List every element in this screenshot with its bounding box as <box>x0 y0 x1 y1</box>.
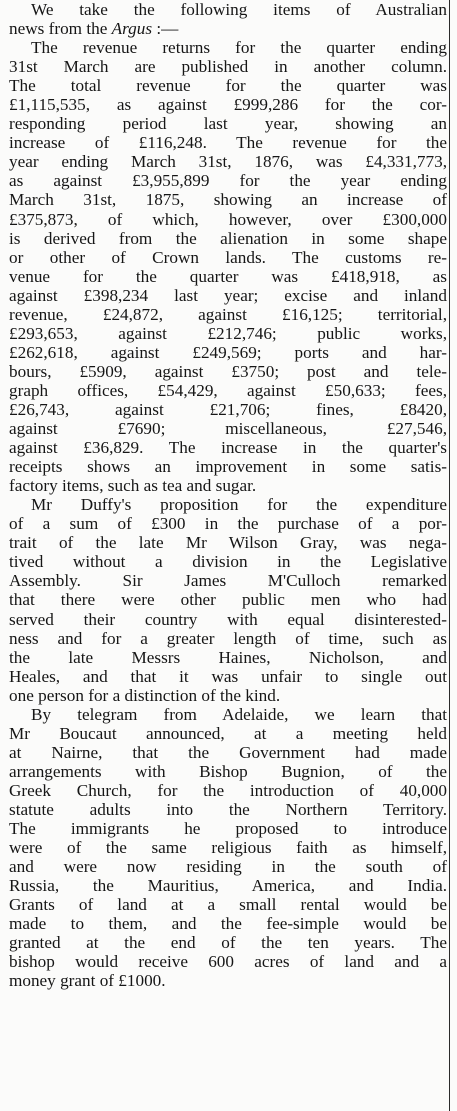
text-line: factory items, such as tea and sugar. <box>9 476 257 496</box>
text-line: Greek Church, for the introduction of 40,000 <box>9 780 447 800</box>
text-line: and were now residing in the south of <box>9 857 447 877</box>
text-line: Heales, and that it was unfair to single out <box>9 666 447 686</box>
text-line: Mr Boucaut announced, at a meeting held <box>9 723 447 743</box>
text-line: that there were other public men who had <box>9 590 447 610</box>
text-line: money grant of £1000. <box>9 971 166 991</box>
article-paragraph <box>9 0 447 38</box>
text-line: at Nairne, that the Government had made <box>9 742 447 762</box>
text-line: granted at the end of the ten years. The <box>9 933 447 953</box>
text-line: against £7690; miscellaneous, £27,546, <box>9 419 447 439</box>
text-line: March 31st, 1875, showing an increase of <box>9 190 447 210</box>
text-line: By telegram from Adelaide, we learn that <box>31 704 447 724</box>
column-rule <box>449 0 450 1111</box>
text-line: The immigrants he proposed to introduce <box>9 819 447 839</box>
text-line: £293,653, against £212,746; public works, <box>9 323 447 343</box>
text-line: news from the Argus :— <box>9 19 179 39</box>
text-line: one person for a distinction of the kind. <box>9 685 281 705</box>
text-line: £1,115,535, as against £999,286 for the cor- <box>9 95 447 115</box>
text-line: were of the same religious faith as himself, <box>9 838 447 858</box>
newspaper-title: Argus <box>111 19 153 39</box>
text-line: statute adults into the Northern Territory. <box>9 799 447 819</box>
text-line: Mr Duffy's proposition for the expenditure <box>31 495 447 515</box>
text-line: Grants of land at a small rental would be <box>9 895 447 915</box>
text-line: £262,618, against £249,569; ports and har- <box>9 342 447 362</box>
text-line: We take the following items of Australian <box>31 0 447 19</box>
text-line: arrangements with Bishop Bugnion, of the <box>9 761 447 781</box>
text-line: receipts shows an improvement in some satis- <box>9 457 447 477</box>
article-body <box>9 0 447 990</box>
text-line: The total revenue for the quarter was <box>9 76 447 96</box>
text-line: the late Messrs Haines, Nicholson, and <box>9 647 447 667</box>
text-line: tived without a division in the Legislative <box>9 552 447 572</box>
text-line: Assembly. Sir James M'Culloch remarked <box>9 571 447 591</box>
text-line: increase of £116,248. The revenue for the <box>9 133 447 153</box>
text-line: £375,873, of which, however, over £300,000 <box>9 209 447 229</box>
text-line: £26,743, against £21,706; fines, £8420, <box>9 399 447 419</box>
text-line: served their country with equal disinterested- <box>9 609 447 629</box>
text-line: or other of Crown lands. The customs re- <box>9 247 447 267</box>
article-paragraph <box>9 495 447 705</box>
text-line: responding period last year, showing an <box>9 114 447 134</box>
text-line: revenue, £24,872, against £16,125; territorial, <box>9 304 447 324</box>
article-paragraph <box>9 38 447 495</box>
text-line: 31st March are published in another column. <box>9 57 447 77</box>
article-paragraph <box>9 705 447 991</box>
text-line: graph offices, £54,429, against £50,633; fees, <box>9 380 447 400</box>
text-line: ness and for a greater length of time, such as <box>9 628 447 648</box>
text-line: against £398,234 last year; excise and inland <box>9 285 447 305</box>
text-line: venue for the quarter was £418,918, as <box>9 266 447 286</box>
text-line: of a sum of £300 in the purchase of a por- <box>9 514 447 534</box>
text-line: made to them, and the fee-simple would be <box>9 914 447 934</box>
text-line: against £36,829. The increase in the quarter's <box>9 438 447 458</box>
text-line: Russia, the Mauritius, America, and India. <box>9 876 447 896</box>
text-line: as against £3,955,899 for the year ending <box>9 171 447 191</box>
text-line: bishop would receive 600 acres of land and a <box>9 952 447 972</box>
text-line: The revenue returns for the quarter ending <box>31 38 447 58</box>
text-line: is derived from the alienation in some shape <box>9 228 447 248</box>
text-line: trait of the late Mr Wilson Gray, was nega- <box>9 533 447 553</box>
text-line: bours, £5909, against £3750; post and tele- <box>9 361 447 381</box>
text-line: year ending March 31st, 1876, was £4,331,773, <box>9 152 447 172</box>
